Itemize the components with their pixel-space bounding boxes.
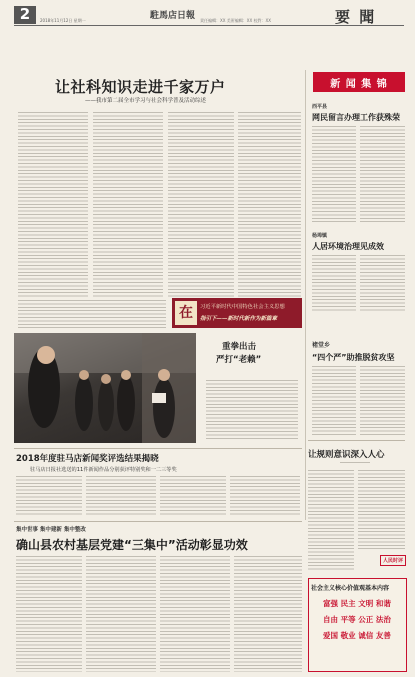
page-header (0, 0, 415, 26)
commentary-rule (308, 440, 405, 441)
sidebar-item-headline-3: “四个严”助推脱贫攻坚 (312, 353, 395, 362)
core-values-line-3: 爱国 敬业 诚信 友善 (323, 631, 391, 640)
core-values-box (308, 578, 407, 672)
county-column-3 (160, 556, 230, 672)
sidebar-item-body-2b (360, 255, 405, 313)
lead-subheadline: ——我市第二届全市学习与社会科学普及活动综述 (85, 98, 207, 104)
masthead: 駐馬店日報 (150, 11, 196, 21)
sidebar-item-headline-1: 网民留言办理工作获殊荣 (312, 113, 400, 122)
county-column-4 (234, 556, 302, 672)
commentary-headline: 让规则意识深入人心 (308, 450, 385, 460)
sidebar-item-body-1b (360, 126, 405, 224)
lead-headline: 让社科知识走进千家万户 (55, 78, 226, 96)
lead-column-4 (238, 112, 301, 298)
photo-title-1: 重拳出击 (222, 342, 257, 352)
lead-column-3 (168, 112, 234, 298)
lead-column-2 (93, 112, 163, 298)
sidebar-item-body-3a (312, 366, 356, 436)
photo-caption (206, 380, 298, 440)
award-column-2 (86, 476, 156, 516)
commentary-body-b (358, 470, 405, 550)
banner-line-1: 习近平新时代中国特色社会主义思想 (200, 304, 285, 310)
county-column-1 (16, 556, 82, 672)
header-rule (14, 25, 404, 26)
news-photo (14, 333, 196, 443)
commentary-body-a (308, 470, 354, 570)
date-line: 2018年11月12日 星期一 (40, 18, 86, 23)
commentary-seal: 人民时评 (380, 555, 406, 566)
sidebar-title: 新 闻 集 锦 (330, 79, 388, 90)
photo-title-2: 严打“老赖” (216, 355, 262, 365)
sidebar-item-body-2a (312, 255, 356, 313)
county-column-2 (86, 556, 156, 672)
commentary-byline (340, 462, 370, 465)
core-values-line-1: 富强 民主 文明 和谐 (323, 599, 391, 608)
sidebar-item-place-2: 杨埠镇 (312, 233, 328, 239)
core-values-line-2: 自由 平等 公正 法治 (323, 615, 391, 624)
sidebar-item-place-3: 褚堂乡 (312, 342, 331, 349)
photo-scene (14, 333, 196, 443)
sidebar-item-body-3b (360, 366, 405, 436)
sidebar-item-headline-2: 人居环境治理见成效 (312, 242, 384, 251)
banner-line-2: 指引下——新时代新作为新篇章 (200, 316, 278, 322)
award-column-1 (16, 476, 82, 516)
editor-line: 責任編輯：XX 美術編輯：XX 校對：XX (200, 18, 271, 23)
lead-column-1 (18, 112, 88, 298)
county-kicker: 集中世事 集中建新 集中整改 (16, 527, 86, 533)
county-headline: 确山县农村基层党建“三集中”活动彰显功效 (16, 538, 248, 552)
award-subheadline: 驻马店日报社选送的11件新闻作品分别获评特别奖和一二三等奖 (30, 467, 177, 473)
award-column-4 (230, 476, 300, 516)
lead-byline (120, 104, 160, 107)
page-number: 2 (19, 5, 31, 23)
banner-emblem: 在 (175, 301, 197, 325)
award-headline: 2018年度驻马店新闻奖评选结果揭晓 (16, 454, 159, 464)
award-rule (14, 448, 302, 449)
sidebar-item-place-1: 西平县 (312, 104, 328, 110)
theme-banner (172, 298, 302, 328)
sidebar-divider (305, 70, 306, 520)
sidebar-item-body-1a (312, 126, 356, 224)
award-column-3 (160, 476, 226, 516)
core-values-title: 社会主义核心价值观基本内容 (311, 585, 390, 592)
lead-column-1-tail (18, 300, 166, 328)
county-rule (14, 521, 302, 522)
section-label: 要 聞 (335, 8, 377, 26)
